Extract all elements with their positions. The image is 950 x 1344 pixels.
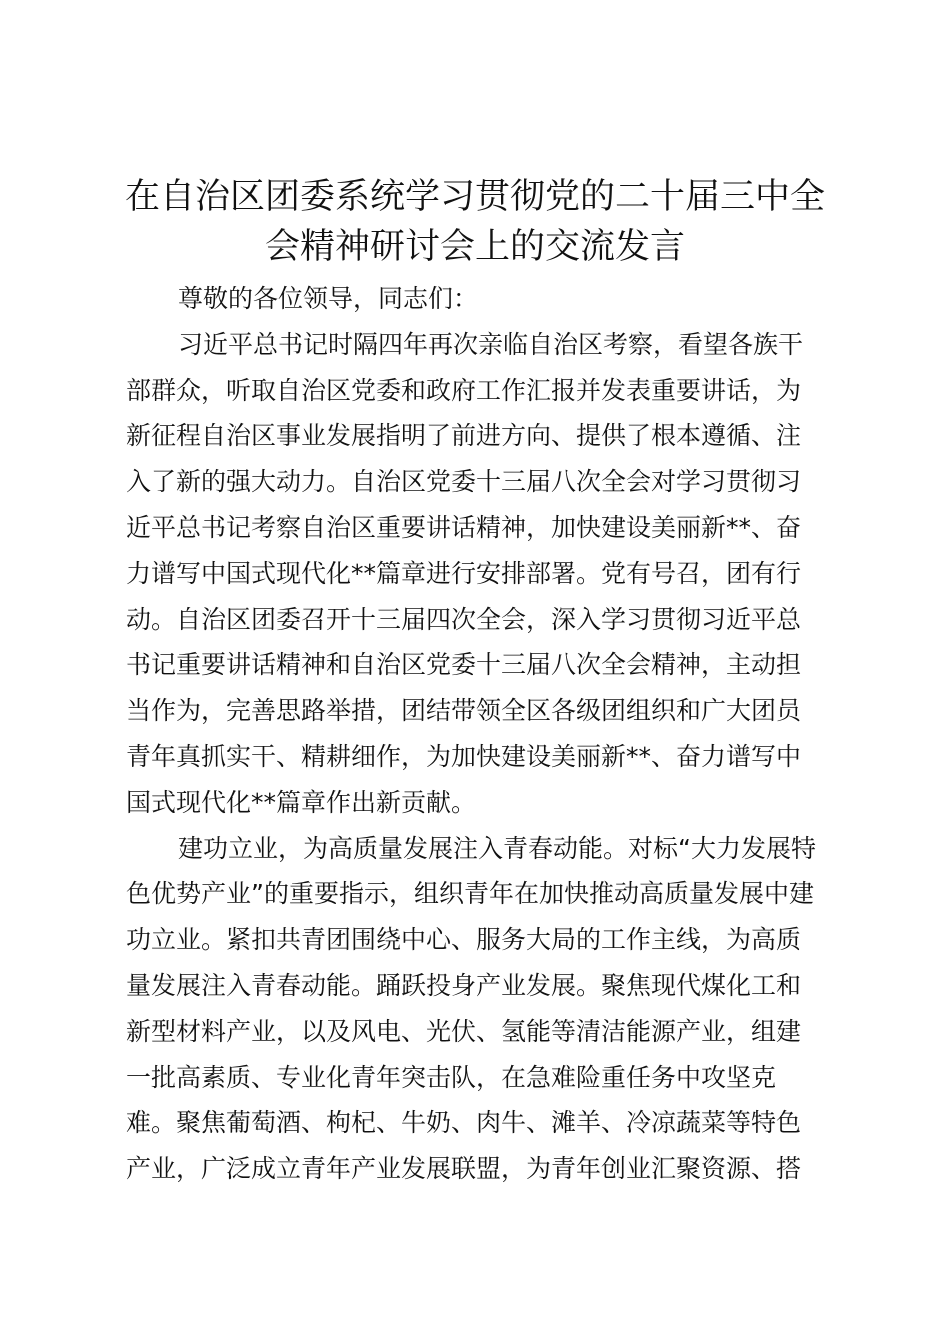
paragraph-1-line: 习近平总书记时隔四年再次亲临自治区考察，看望各族干 [178, 329, 804, 359]
paragraph-2-line: 色优势产业”的重要指示，组织青年在加快推动高质量发展中建 [126, 879, 814, 909]
paragraph-1-line: 动。自治区团委召开十三届四次全会，深入学习贯彻习近平总 [126, 604, 802, 634]
paragraph-1-line: 近平总书记考察自治区重要讲话精神，加快建设美丽新**、奋 [126, 512, 802, 542]
paragraph-2-line: 产业，广泛成立青年产业发展联盟，为青年创业汇聚资源、搭 [126, 1154, 802, 1184]
paragraph-1-line: 国式现代化**篇章作出新贡献。 [126, 787, 477, 817]
paragraph-2-line: 建功立业，为高质量发展注入青春动能。对标“大力发展特 [178, 833, 816, 863]
paragraph-1-line: 新征程自治区事业发展指明了前进方向、提供了根本遵循、注 [126, 421, 802, 451]
paragraph-2-line: 一批高素质、专业化青年突击队，在急难险重任务中攻坚克 [126, 1062, 777, 1092]
paragraph-2-line: 量发展注入青春动能。踊跃投身产业发展。聚焦现代煤化工和 [126, 970, 802, 1000]
paragraph-2 [126, 826, 826, 1192]
paragraph-1 [126, 322, 826, 826]
paragraph-1-line: 当作为，完善思路举措，团结带领全区各级团组织和广大团员 [126, 696, 802, 726]
document-body [126, 276, 826, 1192]
paragraph-1-line: 青年真抓实干、精耕细作，为加快建设美丽新**、奋力谱写中 [126, 741, 802, 771]
paragraph-2-line: 难。聚焦葡萄酒、枸杞、牛奶、肉牛、滩羊、冷凉蔬菜等特色 [126, 1108, 802, 1138]
title-line-1: 在自治区团委系统学习贯彻党的二十届三中全 [124, 177, 825, 217]
paragraph-1-line: 书记重要讲话精神和自治区党委十三届八次全会精神，主动担 [126, 650, 802, 680]
document-title [110, 172, 840, 272]
paragraph-1-line: 力谱写中国式现代化**篇章进行安排部署。党有号召，团有行 [126, 558, 802, 588]
paragraph-1-line: 入了新的强大动力。自治区党委十三届八次全会对学习贯彻习 [126, 467, 802, 497]
paragraph-2-line: 新型材料产业，以及风电、光伏、氢能等清洁能源产业，组建 [126, 1016, 802, 1046]
paragraph-2-line: 功立业。紧扣共青团围绕中心、服务大局的工作主线，为高质 [126, 925, 802, 955]
paragraph-1-line: 部群众，听取自治区党委和政府工作汇报并发表重要讲话，为 [126, 375, 802, 405]
title-line-2: 会精神研讨会上的交流发言 [264, 227, 685, 267]
salutation: 尊敬的各位领导，同志们： [178, 284, 479, 313]
